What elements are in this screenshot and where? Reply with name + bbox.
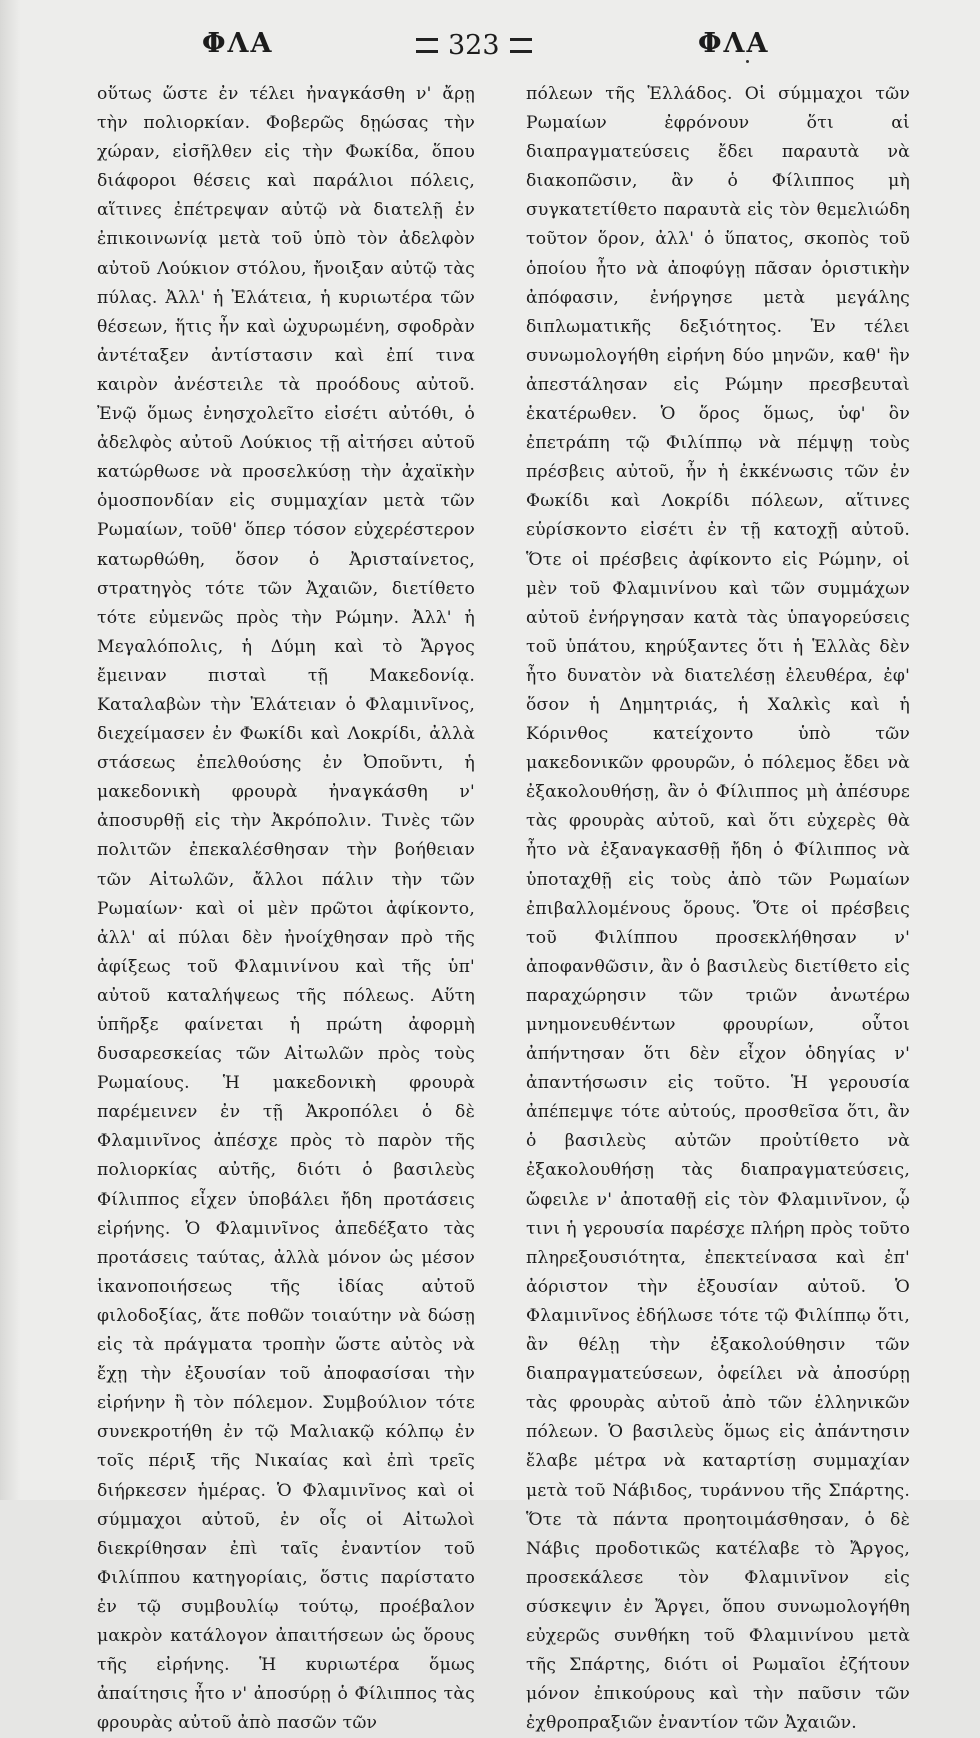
- printer-mark: [746, 60, 749, 63]
- text-column-right: [526, 80, 910, 1738]
- page-header: [90, 28, 920, 68]
- page-number: 323: [448, 30, 500, 61]
- ornament-right: [510, 38, 532, 53]
- header-guide-word-right: ΦΛΑ: [698, 28, 770, 59]
- column-left-text: οὕτως ὥστε ἐν τέλει ἠναγκάσθη ν' ἄρῃ τὴν πολιορκίαν. Φοβερῶς δῃώσας τὴν χώραν, εἰσῆλθεν εἰς τὴν Φωκίδα, ὅπου διάφοροι θέσεις καὶ παράλιοι πόλεις, αἵτινες ἐπέτρεψαν αὐτῷ νὰ διατελῇ ἐν ἐπικοινωνίᾳ μετὰ τοῦ ὑπὸ τὸν ἀδελφὸν αὐτοῦ Λούκιον στόλου, ἤνοιξαν αὐτῷ τὰς πύλας. Ἀλλ' ἡ Ἐλάτεια, ἡ κυριωτέρα τῶν θέσεων, ἥτις ἦν καὶ ὠχυρωμένη, σφοδρὰν ἀντέταξεν ἀντίστασιν καὶ ἐπί τινα καιρὸν ἀνέστειλε τὰ προόδους αὐτοῦ. Ἐνῷ ὅμως ἐνησχολεῖτο εἰσέτι αὐτόθι, ὁ ἀδελφὸς αὐτοῦ Λούκιος τῇ αἰτήσει αὐτοῦ κατώρθωσε νὰ προσελκύσῃ τὴν ἀχαϊκὴν ὁμοσπονδίαν εἰς συμμαχίαν μετὰ τῶν Ρωμαίων, τοῦθ' ὅπερ τόσον εὐχερέστερον κατωρθώθη, ὅσον ὁ Ἀρισταίνετος, στρατηγὸς τότε τῶν Ἀχαιῶν, διετίθετο τότε εὐμενῶς πρὸς τὴν Ρώμην. Ἀλλ' ἡ Μεγαλόπολις, ἡ Δύμη καὶ τὸ Ἄργος ἔμειναν πισταὶ τῇ Μακεδονίᾳ. Καταλαβὼν τὴν Ἐλάτειαν ὁ Φλαμινῖνος, διεχείμασεν ἐν Φωκίδι καὶ Λοκρίδι, ἀλλὰ στάσεως ἐπελθούσης ἐν Ὀποῦντι, ἡ μακεδονικὴ φρουρὰ ἠναγκάσθη ν' ἀποσυρθῇ εἰς τὴν Ἀκρόπολιν. Τινὲς τῶν πολιτῶν ἐπεκαλέσθησαν τὴν βοήθειαν τῶν Αἰτωλῶν, ἄλλοι πάλιν τὴν τῶν Ρωμαίων· καὶ οἱ μὲν πρῶτοι ἀφίκοντο, ἀλλ' αἱ πύλαι δὲν ἠνοίχθησαν πρὸ τῆς ἀφίξεως τοῦ Φλαμινίνου καὶ τῆς ὑπ' αὐτοῦ καταλήψεως τῆς πόλεως. Αὕτη ὑπῆρξε φαίνεται ἡ πρώτη ἀφορμὴ δυσαρεσκείας τῶν Αἰτωλῶν πρὸς τοὺς Ρωμαίους. Ἡ μακεδονικὴ φρουρὰ παρέμεινεν ἐν τῇ Ἀκροπόλει ὁ δὲ Φλαμινῖνος ἀπέσχε πρὸς τὸ παρὸν τῆς πολιορκίας αὐτῆς, διότι ὁ βασιλεὺς Φίλιππος εἶχεν ὑποβάλει ἤδη προτάσεις εἰρήνης. Ὁ Φλαμινῖνος ἀπεδέξατο τὰς προτάσεις ταύτας, ἀλλὰ μόνον ὡς μέσον ἱκανοποιήσεως τῆς ἰδίας αὐτοῦ φιλοδοξίας, ἅτε ποθῶν τοιαύτην νὰ δώσῃ εἰς τὰ πράγματα τροπὴν ὥστε αὐτὸς νὰ ἔχῃ τὴν ἐξουσίαν τοῦ ἀποφασίσαι τὴν εἰρήνην ἢ τὸν πόλεμον. Συμβούλιον τότε συνεκροτήθη ἐν τῷ Μαλιακῷ κόλπῳ ἐν τοῖς πέριξ τῆς Νικαίας καὶ ἐπὶ τρεῖς διήρκεσεν ἡμέρας. Ὁ Φλαμινῖνος καὶ οἱ σύμμαχοι αὐτοῦ, ἐν οἷς οἱ Αἰτωλοὶ διεκρίθησαν ἐπὶ ταῖς ἐναντίον τοῦ Φιλίππου κατηγορίαις, ὅστις παρίστατο ἐν τῷ συμβουλίῳ τούτῳ, προέβαλον μακρὸν κατάλογον ἀπαιτήσεων ὡς ὅρους τῆς εἰρήνης. Ἡ κυριωτέρα ὅμως ἀπαίτησις ἦτο ν' ἀποσύρῃ ὁ Φίλιππος τὰς φρουρὰς αὐτοῦ ἀπὸ πασῶν τῶν: [97, 84, 475, 1734]
- ornament-left: [416, 38, 438, 53]
- binding-shadow: [0, 0, 20, 1500]
- header-guide-word-left: ΦΛΑ: [202, 28, 274, 59]
- text-column-left: [97, 80, 475, 1738]
- column-right-text: πόλεων τῆς Ἑλλάδος. Οἱ σύμμαχοι τῶν Ρωμαίων ἐφρόνουν ὅτι αἱ διαπραγματεύσεις ἔδει παραυτὰ νὰ διακοπῶσιν, ἂν ὁ Φίλιππος μὴ συγκατετίθετο παραυτὰ εἰς τὸν θεμελιώδη τοῦτον ὅρον, ἀλλ' ὁ ὕπατος, σκοπὸς τοῦ ὁποίου ἦτο νὰ ἀποφύγῃ πᾶσαν ὁριστικὴν ἀπόφασιν, ἐνήργησε μετὰ μεγάλης διπλωματικῆς δεξιότητος. Ἐν τέλει συνωμολογήθη εἰρήνη δύο μηνῶν, καθ' ἣν ἀπεστάλησαν εἰς Ρώμην πρεσβευταὶ ἑκατέρωθεν. Ὁ ὅρος ὅμως, ὑφ' ὃν ἐπετράπη τῷ Φιλίππῳ νὰ πέμψῃ τοὺς πρέσβεις αὐτοῦ, ἦν ἡ ἐκκένωσις τῶν ἐν Φωκίδι καὶ Λοκρίδι πόλεων, αἵτινες εὑρίσκοντο εἰσέτι ἐν τῇ κατοχῇ αὐτοῦ. Ὅτε οἱ πρέσβεις ἀφίκοντο εἰς Ρώμην, οἱ μὲν τοῦ Φλαμινίνου καὶ τῶν συμμάχων αὐτοῦ ἐνήργησαν κατὰ τὰς ὑπαγορεύσεις τοῦ ὑπάτου, κηρύξαντες ὅτι ἡ Ἑλλὰς δὲν ἦτο δυνατὸν νὰ διατελέσῃ ἐλευθέρα, ἐφ' ὅσον ἡ Δημητριάς, ἡ Χαλκὶς καὶ ἡ Κόρινθος κατείχοντο ὑπὸ τῶν μακεδονικῶν φρουρῶν, ὁ πόλεμος ἔδει νὰ ἐξακολουθήσῃ, ἂν ὁ Φίλιππος μὴ ἀπέσυρε τὰς φρουρὰς αὐτοῦ, καὶ ὅτι εὐχερὲς θὰ ἦτο νὰ ἐξαναγκασθῇ ἤδη ὁ Φίλιππος νὰ ὑποταχθῇ εἰς τοὺς ἀπὸ τῶν Ρωμαίων ἐπιβαλλομένους ὅρους. Ὅτε οἱ πρέσβεις τοῦ Φιλίππου προσεκλήθησαν ν' ἀποφανθῶσιν, ἂν ὁ βασιλεὺς διετίθετο εἰς παραχώρησιν τῶν τριῶν ἀνωτέρω μνημονευθέντων φρουρίων, οὗτοι ἀπήντησαν ὅτι δὲν εἶχον ὁδηγίας ν' ἀπαντήσωσιν εἰς τοῦτο. Ἡ γερουσία ἀπέπεμψε τότε αὐτούς, προσθεῖσα ὅτι, ἂν ὁ βασιλεὺς αὐτῶν προὐτίθετο νὰ ἐξακολουθήσῃ τὰς διαπραγματεύσεις, ὤφειλε ν' ἀποταθῇ εἰς τὸν Φλαμινῖνον, ᾧ τινι ἡ γερουσία παρέσχε πλήρη πρὸς τοῦτο πληρεξουσιότητα, ἐπεκτείνασα καὶ ἐπ' ἀόριστον τὴν ἐξουσίαν αὐτοῦ. Ὁ Φλαμινῖνος ἐδήλωσε τότε τῷ Φιλίππῳ ὅτι, ἂν θέλῃ τὴν ἐξακολούθησιν τῶν διαπραγματεύσεων, ὀφείλει νὰ ἀποσύρῃ τὰς φρουρὰς αὐτοῦ ἀπὸ τῶν ἑλληνικῶν πόλεων. Ὁ βασιλεὺς ὅμως εἰς ἀπάντησιν ἔλαβε μέτρα νὰ καταρτίσῃ συμμαχίαν μετὰ τοῦ Νάβιδος, τυράννου τῆς Σπάρτης. Ὅτε τὰ πάντα προητοιμάσθησαν, ὁ δὲ Νάβις προδοτικῶς κατέλαβε τὸ Ἄργος, προσεκάλεσε τὸν Φλαμινῖνον εἰς σύσκεψιν ἐν Ἄργει, ὅπου συνωμολογήθη εὐχερῶς συνθήκη τοῦ Φλαμινίνου μετὰ τῆς Σπάρτης, διότι οἱ Ρωμαῖοι ἐζήτουν μόνον ἐπικούρους καὶ τὴν παῦσιν τῶν ἐχθροπραξιῶν ἐναντίον τῶν Ἀχαιῶν.: [526, 84, 910, 1734]
- page-number-block: [416, 30, 532, 61]
